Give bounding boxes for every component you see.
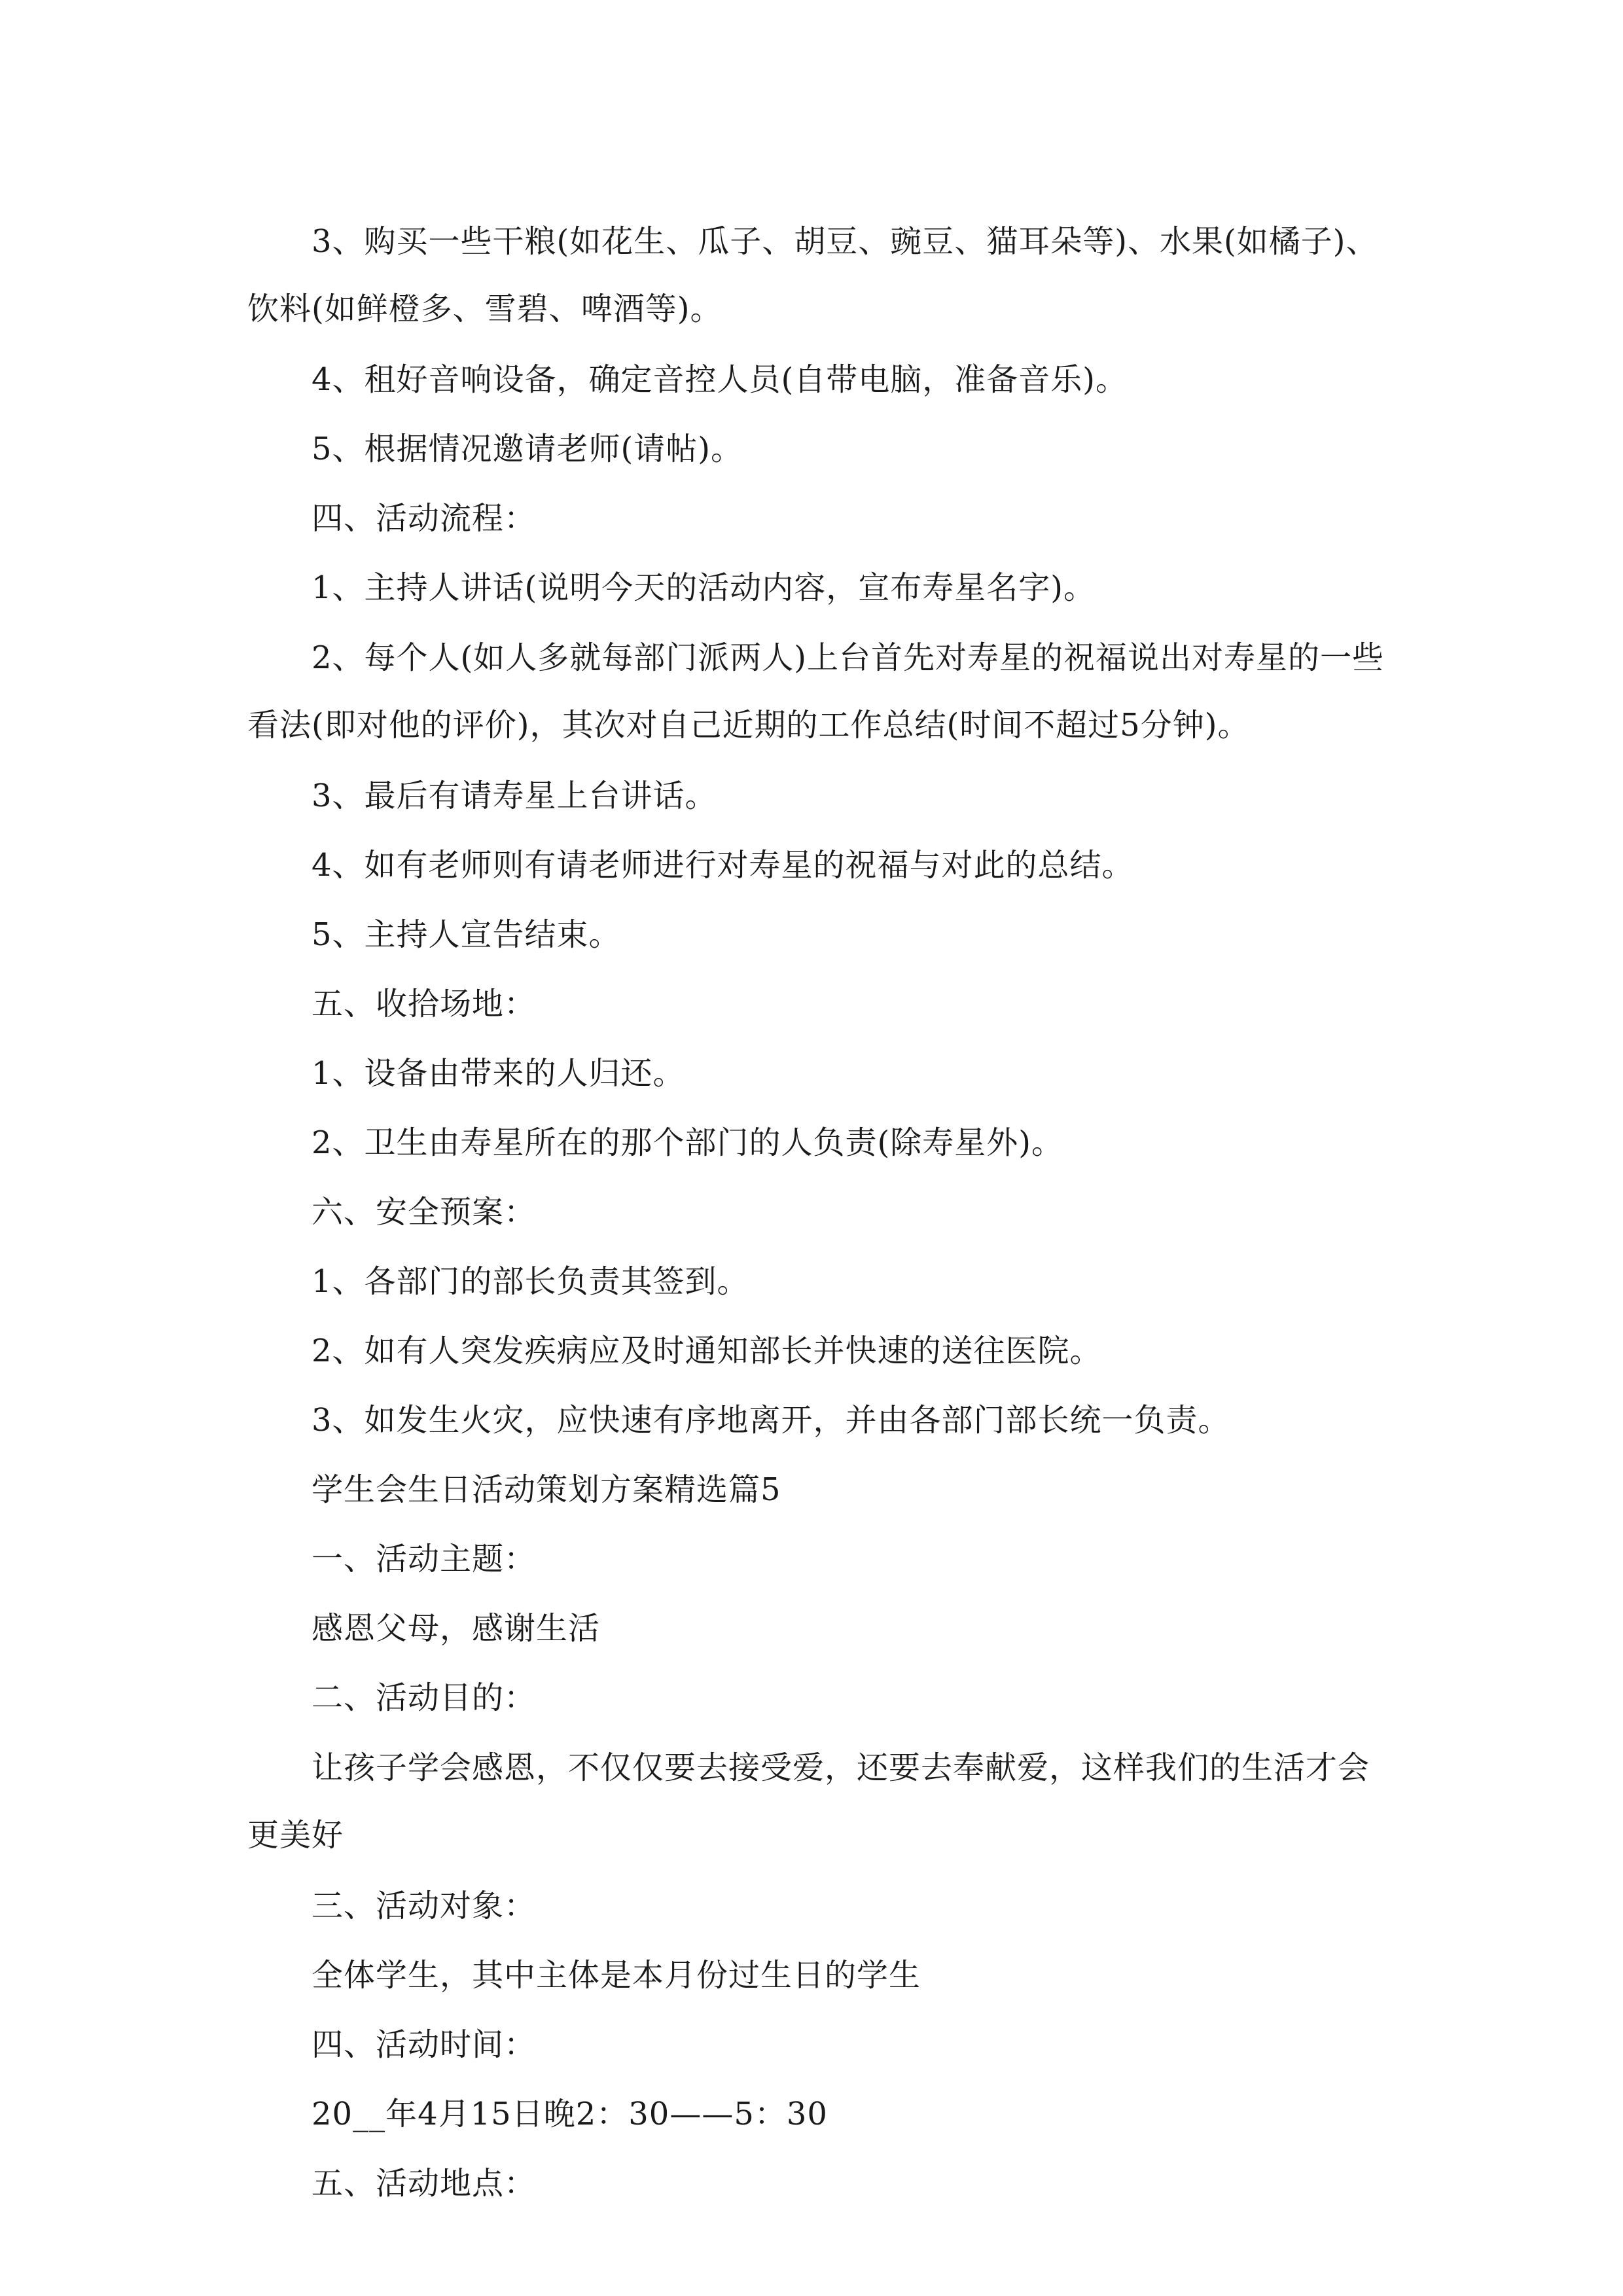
paragraph: 3、购买一些干粮(如花生、瓜子、胡豆、豌豆、猫耳朵等)、水果(如橘子)、饮料(如鲜橙多、雪碧、啤酒等)。	[247, 223, 1378, 327]
section-heading: 二、活动目的：	[312, 1679, 537, 1716]
paragraph: 4、如有老师则有请老师进行对寿星的祝福与对此的总结。	[312, 847, 1134, 884]
paragraph: 感恩父母，感谢生活	[312, 1610, 601, 1647]
paragraph: 让孩子学会感恩，不仅仅要去接受爱，还要去奉献爱，这样我们的生活才会更美好	[247, 1749, 1370, 1854]
paragraph: 5、主持人宣告结束。	[312, 916, 621, 953]
paragraph: 2、每个人(如人多就每部门派两人)上台首先对寿星的祝福说出对寿星的一些看法(即对他的评价)，其次对自己近期的工作总结(时间不超过5分钟)。	[247, 639, 1384, 744]
document-body	[247, 208, 1393, 2220]
section-heading: 四、活动流程：	[312, 500, 537, 537]
section-heading: 五、收拾场地：	[312, 986, 537, 1022]
paragraph: 5、根据情况邀请老师(请帖)。	[312, 431, 743, 467]
paragraph: 全体学生，其中主体是本月份过生日的学生	[312, 1957, 921, 1994]
paragraph: 1、主持人讲话(说明今天的活动内容，宣布寿星名字)。	[312, 569, 1096, 606]
section-heading: 四、活动时间：	[312, 2026, 537, 2063]
paragraph: 20__年4月15日晚2：30——5：30	[312, 2096, 828, 2132]
paragraph: 1、设备由带来的人归还。	[312, 1055, 685, 1092]
article-title: 学生会生日活动策划方案精选篇5	[312, 1471, 781, 1508]
section-heading: 三、活动对象：	[312, 1888, 537, 1924]
section-heading: 一、活动主题：	[312, 1541, 537, 1577]
section-heading: 六、安全预案：	[312, 1194, 537, 1230]
paragraph: 2、卫生由寿星所在的那个部门的人负责(除寿星外)。	[312, 1124, 1063, 1161]
section-heading: 五、活动地点：	[312, 2165, 537, 2202]
paragraph: 3、如发生火灾，应快速有序地离开，并由各部门部长统一负责。	[312, 1402, 1230, 1439]
paragraph: 3、最后有请寿星上台讲话。	[312, 778, 717, 814]
paragraph: 4、租好音响设备，确定音控人员(自带电脑，准备音乐)。	[312, 361, 1128, 398]
paragraph: 2、如有人突发疾病应及时通知部长并快速的送往医院。	[312, 1333, 1102, 1369]
paragraph: 1、各部门的部长负责其签到。	[312, 1263, 749, 1300]
